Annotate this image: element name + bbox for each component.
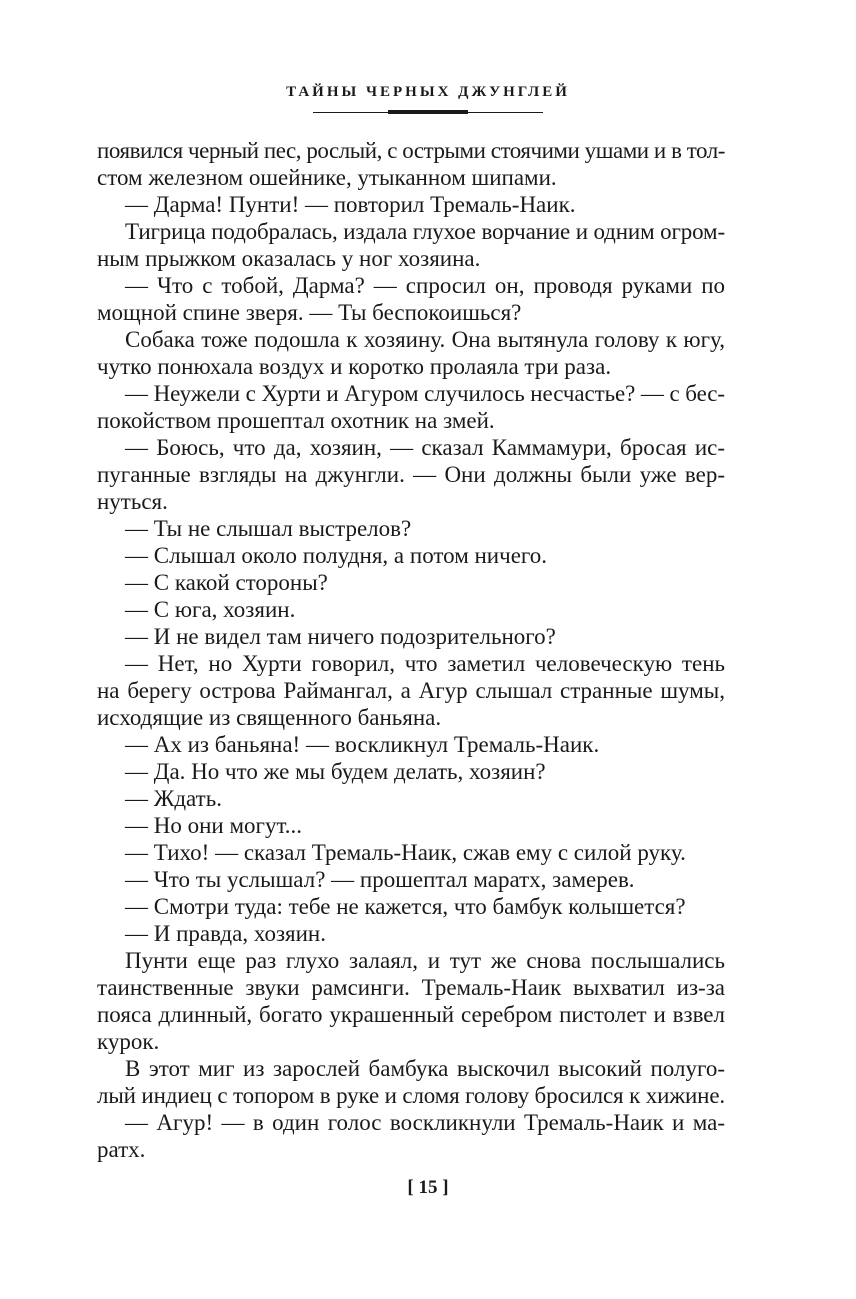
text-line: — Слышал около полудня, а потом ничего. — [125, 543, 548, 568]
text-line: Тигрица подобралась, издала глухое ворчание и одним огром- — [125, 219, 726, 244]
text-line: пояса длинный, богато украшенный серебром пистолет и взвел — [97, 1002, 725, 1027]
text-line: Собака тоже подошла к хозяину. Она вытянула голову к югу, — [125, 327, 725, 352]
text-line: — С какой стороны? — [125, 570, 328, 595]
text-line: — Да. Но что же мы будем делать, хозяин? — [125, 759, 546, 784]
text-line: появился черный пес, рослый, с острыми стоячими ушами и в тол- — [97, 138, 725, 163]
text-line: чутко понюхала воздух и коротко пролаяла три раза. — [97, 354, 612, 379]
page-number: [ 15 ] — [407, 1177, 449, 1198]
text-line: — Что с тобой, Дарма? — спросил он, проводя руками по — [125, 273, 725, 298]
header-rule-thick — [388, 110, 468, 114]
text-line: — И правда, хозяин. — [125, 921, 326, 946]
text-line: мощной спине зверя. — Ты беспокоишься? — [97, 300, 522, 325]
running-title: ТАЙНЫ ЧЕРНЫХ ДЖУНГЛЕЙ — [286, 84, 570, 100]
text-line: ратх. — [97, 1137, 146, 1162]
text-line: таинственные звуки рамсинги. Тремаль-Наик выхватил из-за — [97, 975, 725, 1000]
text-line: В этот миг из зарослей бамбука выскочил высокий полуго- — [125, 1056, 725, 1081]
header-rule — [313, 108, 543, 118]
text-line: курок. — [97, 1029, 160, 1054]
text-line: — Ты не слышал выстрелов? — [125, 516, 412, 541]
text-line: — Тихо! — сказал Тремаль-Наик, сжав ему с силой руку. — [125, 840, 686, 865]
text-line: — Смотри туда: тебе не кажется, что бамбук колышется? — [125, 894, 686, 919]
text-line: лый индиец с топором в руке и сломя голову бросился к хижине. — [97, 1083, 725, 1108]
text-line: покойством прошептал охотник на змей. — [97, 408, 495, 433]
text-line: стом железном ошейнике, утыканном шипами. — [97, 165, 557, 190]
text-line: — Ждать. — [125, 786, 222, 811]
text-line: — Что ты услышал? — прошептал маратх, замерев. — [125, 867, 635, 892]
text-line: Пунти еще раз глухо залаял, и тут же снова послышались — [125, 948, 725, 973]
text-line: ным прыжком оказалась у ног хозяина. — [97, 246, 481, 271]
text-line: — Боюсь, что да, хозяин, — сказал Каммамури, бросая ис- — [125, 435, 725, 460]
text-line: — С юга, хозяин. — [125, 597, 296, 622]
text-line: нуться. — [97, 489, 168, 514]
text-line: исходящие из священного баньяна. — [97, 705, 442, 730]
running-head — [0, 82, 856, 118]
text-line: — Ах из баньяна! — воскликнул Тремаль-Наик. — [125, 732, 600, 757]
text-line: — Дарма! Пунти! — повторил Тремаль-Наик. — [125, 192, 576, 217]
text-line: — Но они могут... — [125, 813, 303, 838]
text-line: — Агур! — в один голос воскликнули Тремаль-Наик и ма- — [125, 1110, 725, 1135]
text-line: — Нет, но Хурти говорил, что заметил человеческую тень — [125, 651, 725, 676]
text-line: на берегу острова Раймангал, а Агур слышал странные шумы, — [97, 678, 725, 703]
text-line: — И не видел там ничего подозрительного? — [125, 624, 556, 649]
text-line: пуганные взгляды на джунгли. — Они должны были уже вер- — [97, 462, 725, 487]
text-line: — Неужели с Хурти и Агуром случилось несчастье? — с бес- — [125, 381, 725, 406]
body-text — [97, 137, 725, 1163]
